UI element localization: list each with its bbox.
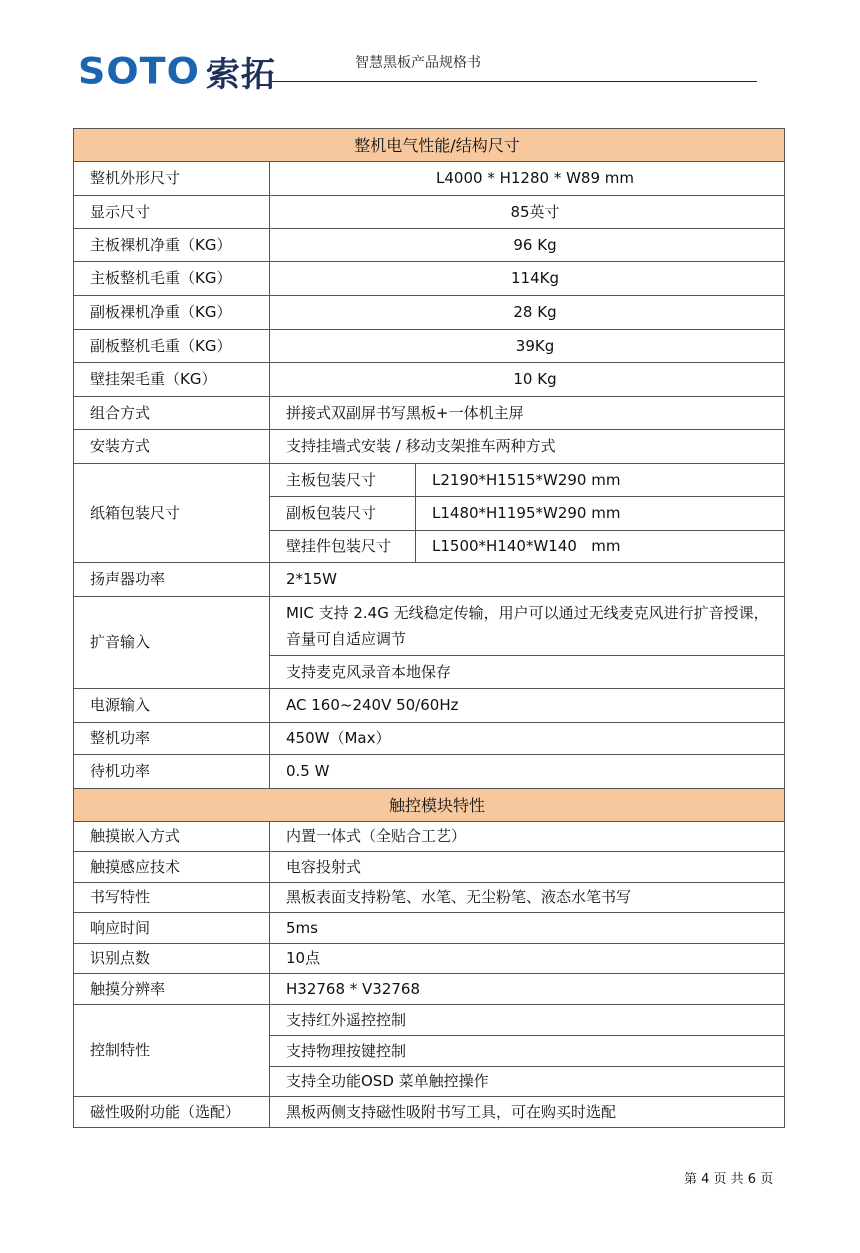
sub-value: L1500*H140*W140 mm (416, 531, 785, 563)
row-value: 450W（Max） (270, 723, 785, 755)
row-label: 触摸分辨率 (74, 974, 270, 1005)
table-row (74, 196, 785, 229)
row-label: 扩音输入 (74, 597, 270, 689)
row-value: 10点 (270, 944, 785, 974)
row-label: 主板整机毛重（KG） (74, 262, 270, 296)
table-row (74, 563, 785, 597)
row-label: 书写特性 (74, 883, 270, 913)
row-value: 支持物理按键控制 (270, 1036, 785, 1067)
row-label: 磁性吸附功能（选配） (74, 1097, 270, 1128)
table-row (74, 944, 785, 974)
logo-cjk-text: 索拓 (205, 54, 276, 95)
row-label: 扬声器功率 (74, 563, 270, 597)
row-label: 纸箱包装尺寸 (74, 464, 270, 563)
sub-label: 副板包装尺寸 (270, 497, 416, 531)
table-row (74, 689, 785, 723)
row-value: 拼接式双副屏书写黑板+一体机主屏 (270, 397, 785, 430)
row-label: 安装方式 (74, 430, 270, 464)
row-value: 支持麦克风录音本地保存 (270, 656, 785, 689)
row-value: 10 Kg (270, 363, 785, 397)
page-number: 第 4 页 共 6 页 (684, 1172, 774, 1187)
logo-latin-text: SOTO (78, 50, 200, 92)
table-row (74, 262, 785, 296)
section-title-touch: 触控模块特性 (74, 789, 785, 822)
row-value: 电容投射式 (270, 852, 785, 883)
table-row (74, 597, 785, 656)
section-header-row (74, 789, 785, 822)
row-label: 组合方式 (74, 397, 270, 430)
section-header-row (74, 129, 785, 162)
table-row (74, 852, 785, 883)
soto-logo (78, 50, 276, 95)
table-row (74, 755, 785, 789)
row-value: 内置一体式（全贴合工艺） (270, 822, 785, 852)
table-row (74, 296, 785, 330)
row-label: 触摸感应技术 (74, 852, 270, 883)
row-label: 待机功率 (74, 755, 270, 789)
sub-label: 壁挂件包装尺寸 (270, 531, 416, 563)
sub-value: L2190*H1515*W290 mm (416, 464, 785, 497)
row-label: 副板裸机净重（KG） (74, 296, 270, 330)
table-row (74, 883, 785, 913)
row-label: 识别点数 (74, 944, 270, 974)
table-row (74, 397, 785, 430)
row-label: 触摸嵌入方式 (74, 822, 270, 852)
row-label: 副板整机毛重（KG） (74, 330, 270, 363)
row-label: 整机功率 (74, 723, 270, 755)
table-row (74, 822, 785, 852)
row-value: H32768 * V32768 (270, 974, 785, 1005)
row-value: 黑板表面支持粉笔、水笔、无尘粉笔、液态水笔书写 (270, 883, 785, 913)
spec-table (73, 128, 785, 1128)
row-value: 黑板两侧支持磁性吸附书写工具，可在购买时选配 (270, 1097, 785, 1128)
row-value: 支持红外遥控控制 (270, 1005, 785, 1036)
table-row (74, 430, 785, 464)
row-value: 支持挂墙式安装 / 移动支架推车两种方式 (270, 430, 785, 464)
header-divider (272, 81, 757, 82)
table-row (74, 1005, 785, 1036)
sub-value: L1480*H1195*W290 mm (416, 497, 785, 531)
row-label: 壁挂架毛重（KG） (74, 363, 270, 397)
table-row (74, 723, 785, 755)
sub-label: 主板包装尺寸 (270, 464, 416, 497)
row-label: 电源输入 (74, 689, 270, 723)
section-title-electrical: 整机电气性能/结构尺寸 (74, 129, 785, 162)
row-value: 支持全功能OSD 菜单触控操作 (270, 1067, 785, 1097)
table-row (74, 330, 785, 363)
row-label: 整机外形尺寸 (74, 162, 270, 196)
row-value: 5ms (270, 913, 785, 944)
table-row (74, 913, 785, 944)
table-row (74, 363, 785, 397)
table-row (74, 1097, 785, 1128)
row-value: 96 Kg (270, 229, 785, 262)
table-row (74, 229, 785, 262)
row-value: 28 Kg (270, 296, 785, 330)
row-value: MIC 支持 2.4G 无线稳定传输，用户可以通过无线麦克风进行扩音授课，音量可自适应调节 (270, 597, 785, 656)
table-row (74, 162, 785, 196)
row-label: 显示尺寸 (74, 196, 270, 229)
row-value: AC 160~240V 50/60Hz (270, 689, 785, 723)
row-label: 响应时间 (74, 913, 270, 944)
row-label: 控制特性 (74, 1005, 270, 1097)
page-header (0, 0, 860, 100)
table-row (74, 464, 785, 497)
row-value: L4000 * H1280 * W89 mm (270, 162, 785, 196)
table-row (74, 974, 785, 1005)
row-value: 0.5 W (270, 755, 785, 789)
document-title: 智慧黑板产品规格书 (355, 55, 481, 71)
row-value: 2*15W (270, 563, 785, 597)
row-value: 85英寸 (270, 196, 785, 229)
row-value: 39Kg (270, 330, 785, 363)
row-value: 114Kg (270, 262, 785, 296)
row-label: 主板裸机净重（KG） (74, 229, 270, 262)
